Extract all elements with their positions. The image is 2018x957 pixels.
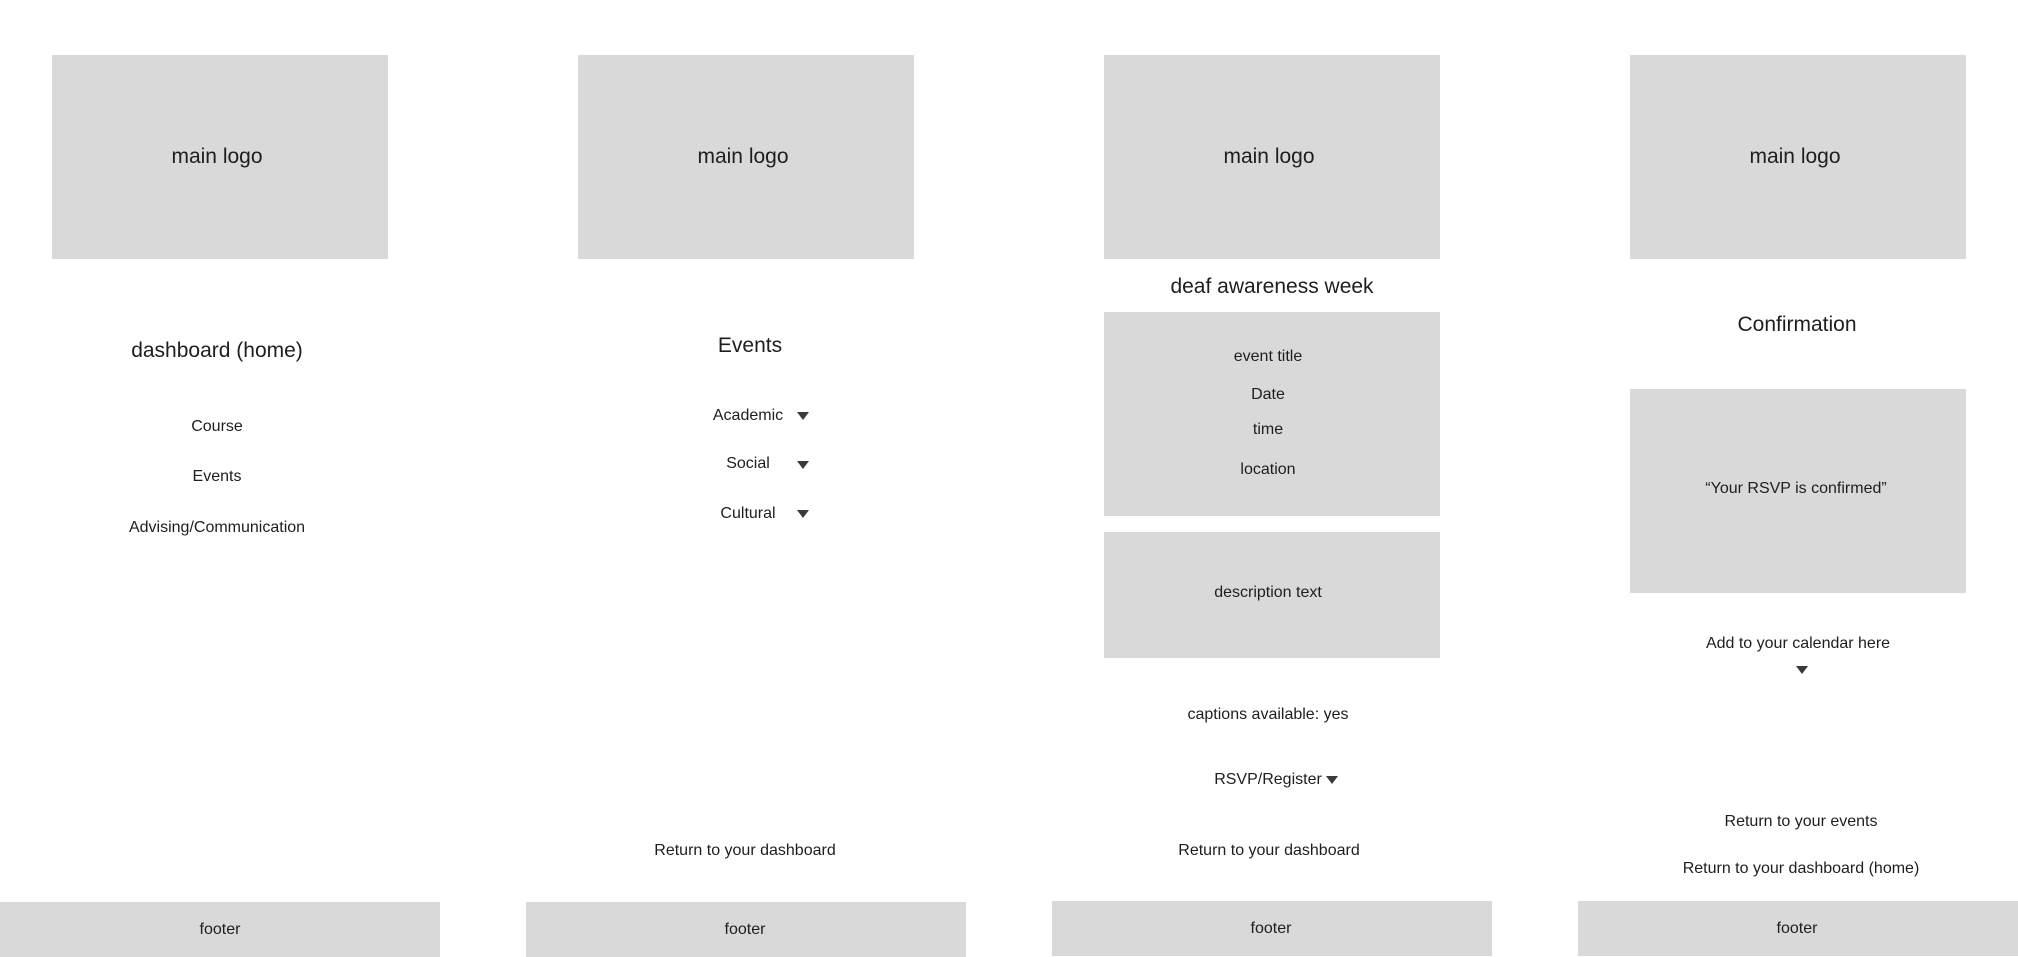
nav-item-course[interactable]: Course	[191, 418, 243, 435]
nav-item-events[interactable]: Events	[192, 468, 242, 485]
category-social[interactable]: Social	[726, 455, 770, 472]
footer-label: footer	[1776, 920, 1818, 937]
chevron-down-icon[interactable]	[1796, 666, 1808, 674]
page-title: deaf awareness week	[1170, 275, 1374, 298]
main-logo-label: main logo	[1749, 145, 1841, 168]
chevron-down-icon[interactable]	[797, 461, 809, 469]
category-cultural[interactable]: Cultural	[720, 505, 776, 522]
footer-label: footer	[1250, 920, 1292, 937]
description-text: description text	[1214, 584, 1322, 601]
page-title: dashboard (home)	[131, 339, 303, 362]
event-info-card	[1104, 312, 1440, 516]
footer-label: footer	[724, 921, 766, 938]
event-title: event title	[1233, 348, 1303, 365]
event-time: time	[1252, 421, 1284, 438]
return-dashboard-link[interactable]: Return to your dashboard (home)	[1682, 860, 1920, 877]
rsvp-register-dropdown[interactable]: RSVP/Register	[1214, 771, 1322, 788]
main-logo-label: main logo	[697, 145, 789, 168]
chevron-down-icon[interactable]	[797, 510, 809, 518]
chevron-down-icon[interactable]	[1326, 776, 1338, 784]
return-events-link[interactable]: Return to your events	[1724, 813, 1878, 830]
footer-label: footer	[199, 921, 241, 938]
event-location: location	[1240, 461, 1296, 478]
page-title: Events	[717, 334, 783, 357]
nav-item-advising[interactable]: Advising/Communication	[128, 519, 306, 536]
add-to-calendar-link[interactable]: Add to your calendar here	[1705, 635, 1891, 652]
captions-info: captions available: yes	[1187, 706, 1349, 723]
page-title: Confirmation	[1737, 313, 1857, 336]
event-date: Date	[1251, 386, 1285, 403]
main-logo-label: main logo	[171, 145, 263, 168]
return-dashboard-link[interactable]: Return to your dashboard	[654, 842, 836, 859]
category-academic[interactable]: Academic	[712, 407, 784, 424]
main-logo-label: main logo	[1223, 145, 1315, 168]
return-dashboard-link[interactable]: Return to your dashboard	[1178, 842, 1360, 859]
chevron-down-icon[interactable]	[797, 412, 809, 420]
confirmation-message: “Your RSVP is confirmed”	[1705, 480, 1887, 497]
